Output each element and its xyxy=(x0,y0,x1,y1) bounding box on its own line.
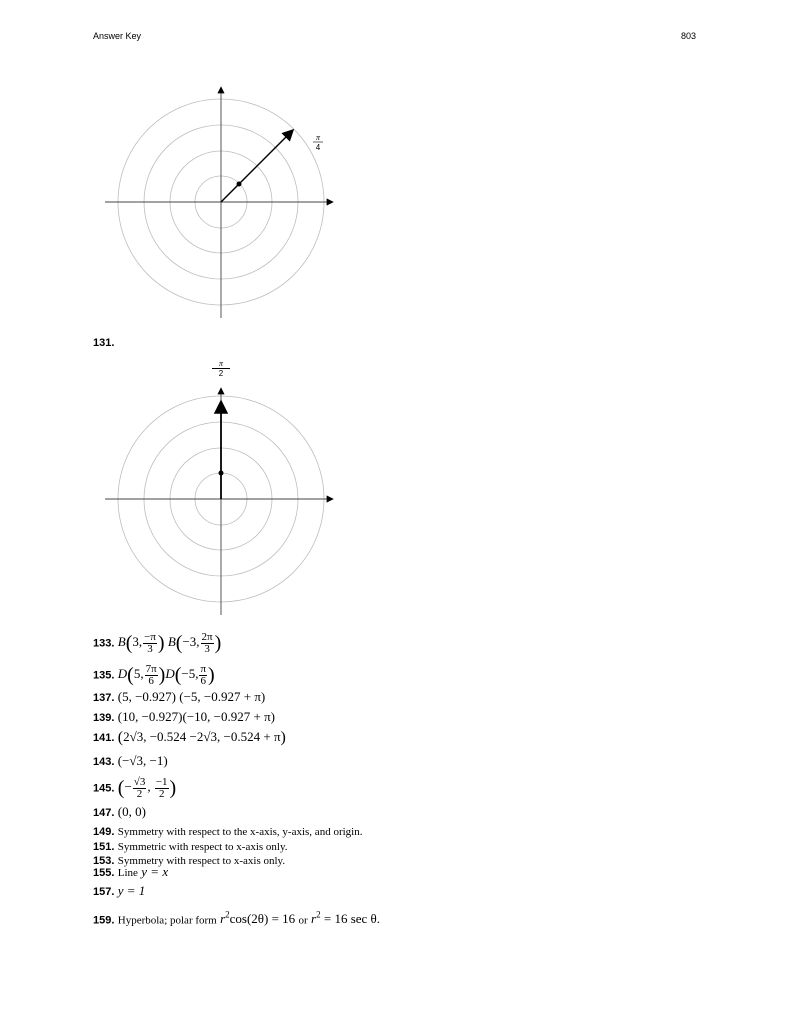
angle-label-denominator: 2 xyxy=(218,369,224,378)
polar-plot-pi-over-2 xyxy=(100,377,345,622)
plotted-point xyxy=(237,182,242,187)
coordinate: 5, xyxy=(133,666,144,682)
answer-number: 139. xyxy=(93,712,115,724)
point-label: D xyxy=(165,666,175,682)
answer-text: (10, −0.927)(−10, −0.927 + π) xyxy=(117,709,275,724)
answer-159 xyxy=(93,908,380,927)
fraction: $\frac{√3}{2}$ xyxy=(133,776,146,800)
answer-text: (0, 0) xyxy=(117,804,146,819)
answer-number: 141. xyxy=(93,732,115,744)
coordinate: −3, xyxy=(182,634,200,650)
answer-143 xyxy=(93,754,168,769)
answer-151 xyxy=(93,839,288,854)
answer-number: 159. xyxy=(93,914,115,927)
answer-number: 137. xyxy=(93,692,115,704)
answer-number: 145. xyxy=(93,782,115,795)
angle-label-numerator: π xyxy=(212,359,230,369)
fraction: $\frac{\pi}{6}$ xyxy=(200,663,207,687)
math-variable: r xyxy=(220,911,226,927)
answer-number: 153. xyxy=(93,855,115,867)
math-variable: r xyxy=(311,911,317,927)
point-label: B xyxy=(167,634,176,650)
answer-number: 155. xyxy=(93,867,115,879)
answer-text: Symmetry with respect to the x-axis, y-axis, and origin. xyxy=(117,826,363,838)
point-label: B xyxy=(117,634,126,650)
fraction: $\frac{2\pi}{3}$ xyxy=(201,631,213,655)
answer-text: (5, −0.927) (−5, −0.927 + π) xyxy=(117,689,266,704)
answer-155 xyxy=(93,865,168,880)
answer-157 xyxy=(93,884,145,899)
answer-number: 131. xyxy=(93,337,115,349)
answer-number: 157. xyxy=(93,886,115,898)
coordinate: −5, xyxy=(181,666,199,682)
answer-131 xyxy=(93,335,114,350)
answer-math: y = 1 xyxy=(117,883,146,898)
answer-text: Symmetry with respect to x-axis only. xyxy=(117,855,286,867)
answer-text: 2√3, −0.524 −2√3, −0.524 + π xyxy=(123,729,281,744)
answer-text: (−√3, −1) xyxy=(117,753,168,768)
ray-pi-over-4 xyxy=(221,131,292,202)
answer-137 xyxy=(93,690,265,705)
answer-141: 141. (2√3, −0.524 −2√3, −0.524 + π) xyxy=(93,729,286,747)
answer-number: 143. xyxy=(93,756,115,768)
answer-math: y = x xyxy=(141,864,169,879)
running-header-title: Answer Key xyxy=(93,31,142,41)
angle-label-pi-over-2 xyxy=(212,359,230,378)
plotted-point xyxy=(219,471,224,476)
answer-147 xyxy=(93,805,146,820)
polar-plot-pi-over-4 xyxy=(100,80,345,325)
answer-133: 133. B(3, $\frac{-\pi}{3}$ ) B(−3, $\frac{2\pi}{3}$ ) xyxy=(93,631,222,655)
answer-number: 133. xyxy=(93,637,115,650)
answer-number: 147. xyxy=(93,807,115,819)
minus-sign: − xyxy=(124,779,132,795)
fraction: $\frac{-\pi}{3}$ xyxy=(144,631,156,655)
equation: = 16 sec θ. xyxy=(323,911,381,927)
exponent: 2 xyxy=(316,910,321,920)
page-number: 803 xyxy=(681,31,697,41)
answer-number: 135. xyxy=(93,669,115,682)
exponent: 2 xyxy=(225,910,230,920)
answer-text: Line xyxy=(117,867,138,879)
answer-text: Hyperbola; polar form xyxy=(117,914,217,927)
answer-145: 145. (− $\frac{√3}{2}$ , $\frac{-1}{2}$ ) xyxy=(93,776,177,800)
angle-label-numerator: π xyxy=(315,133,321,142)
answer-number: 151. xyxy=(93,841,115,853)
angle-label-denominator: 4 xyxy=(315,143,321,152)
answer-149 xyxy=(93,824,362,839)
fraction: $\frac{7\pi}{6}$ xyxy=(145,663,157,687)
comma: , xyxy=(147,779,151,795)
answer-text: Symmetric with respect to x-axis only. xyxy=(117,841,288,853)
fraction: $\frac{-1}{2}$ xyxy=(155,776,168,800)
point-label: D xyxy=(117,666,128,682)
conjunction: or xyxy=(298,914,308,927)
answer-139 xyxy=(93,710,275,725)
answer-135: 135. D(5, $\frac{7\pi}{6}$ )D(−5, $\frac{\pi}{6}$ ) xyxy=(93,663,215,687)
equation: cos(2θ) = 16 xyxy=(229,911,296,927)
answer-number: 149. xyxy=(93,826,115,838)
coordinate: 3, xyxy=(132,634,143,650)
